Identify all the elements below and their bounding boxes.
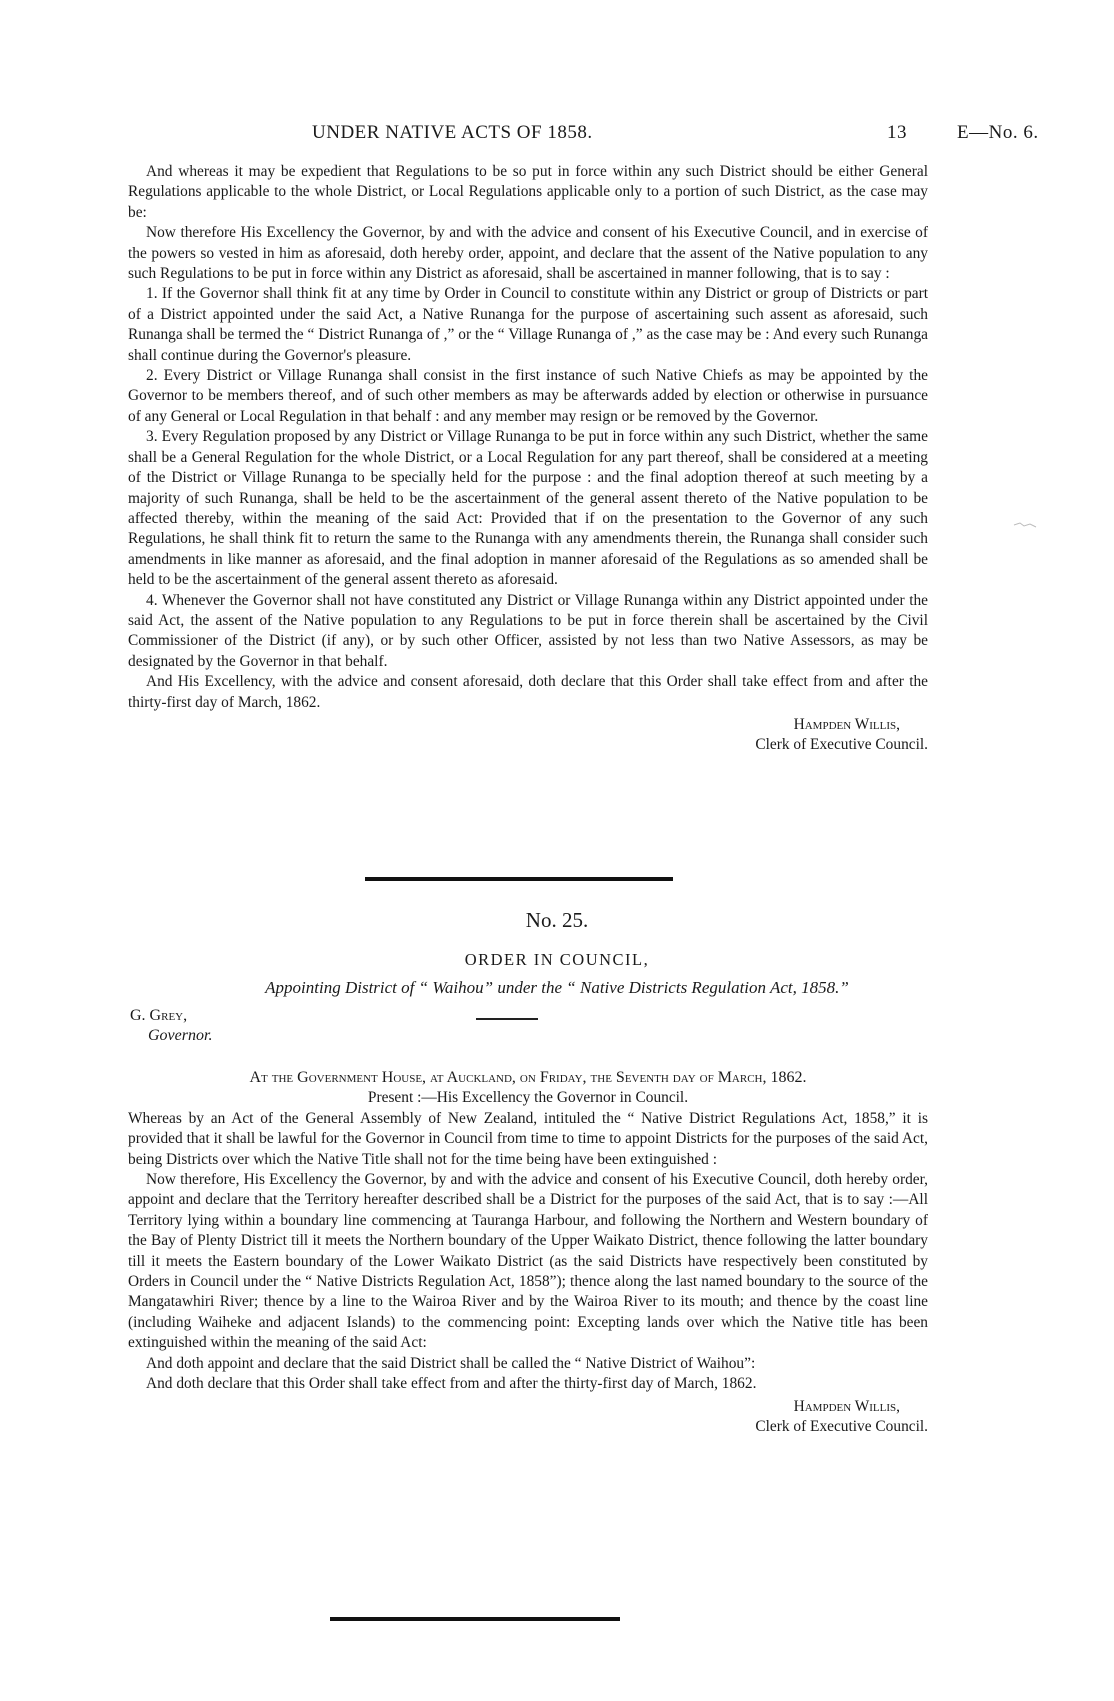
governor-signature	[130, 1006, 212, 1046]
running-title: UNDER NATIVE ACTS OF 1858.	[312, 122, 593, 143]
order-title: ORDER IN COUNCIL,	[464, 950, 650, 969]
section-one-text	[128, 162, 928, 756]
order-text	[128, 1068, 928, 1437]
signature-block	[128, 715, 928, 756]
end-divider	[330, 1617, 620, 1621]
paragraph: And doth declare that this Order shall take effect from and after the thirty-first day of March, 1862.	[146, 1375, 757, 1393]
margin-mark	[1012, 518, 1038, 530]
paragraph: Now therefore His Excellency the Governor, by and with the advice and consent of his Executive Council, and in exercise of the powers so vested in him as aforesaid, doth hereby order, appoint, and declare that the assent of the Native population to any such Regulations to be put in force within any District as aforesaid, shall be ascertained in manner following, that is to say :	[128, 224, 928, 283]
short-rule	[476, 1018, 538, 1020]
order-subtitle: Appointing District of “ Waihou” under the “ Native Districts Regulation Act, 1858.”	[265, 978, 849, 997]
paragraph: And His Excellency, with the advice and consent aforesaid, doth declare that this Order shall take effect from and after the thirty-first day of March, 1862.	[128, 673, 928, 711]
governor-role: Governor.	[148, 1027, 213, 1044]
paragraph: Now therefore, His Excellency the Governor, by and with the advice and consent of his Executive Council, doth hereby order, appoint and declare that the Territory hereafter described shall be a District for the purposes of the said Act, that is to say :—All Territory lying within a boundary line commencing at Tauranga Harbour, and following the Northern and Western boundary of the Bay of Plenty District till it meets the Northern boundary of the Upper Waikato District, thence following the latter boundary till it meets the Eastern boundary of the Lower Waikato District (as the said Districts have respectively been constituted by Orders in Council under the “ Native Districts Regulation Act, 1858”); thence along the last named boundary to the source of the Mangatawhiri River; thence by a line to the Wairoa River and by the Wairoa River to its mouth; and thence by the coast line (including Waiheke and adjacent Islands) to the commencing point: Excepting lands over which the Native title has been extinguished within the meaning of the said Act:	[128, 1171, 928, 1352]
governor-name: G. Grey,	[130, 1007, 188, 1024]
present-line: Present :—His Excellency the Governor in Council.	[367, 1089, 689, 1107]
paragraph: 3. Every Regulation proposed by any District or Village Runanga to be put in force within any such District, whether the same shall be a General Regulation for the whole District, or a Local Regulation for any part thereof, shall be considered at a meeting of the District or Village Runanga to be specially held for the purpose : and the final adoption thereof at such meeting by a majority of such Runanga, shall be held to be the ascertainment of the general assent thereto of the Native population to be affected thereby, within the meaning of the said Act: Provided that if on the presentation to the Governor of any such Regulations, he shall think fit to return the same to the Runanga with any amendments therein, the Runanga shall consider such amendments in like manner as aforesaid, and the final adoption in manner aforesaid of the Regulations as so amended shall be held to be the ascertainment of the general assent thereto as aforesaid.	[128, 428, 928, 589]
signature-name: Hampden Willis,	[793, 1397, 900, 1415]
page-header	[0, 122, 1114, 148]
signature-name: Hampden Willis,	[793, 715, 900, 733]
paragraph: And doth appoint and declare that the said District shall be called the “ Native District of Waihou”:	[146, 1354, 756, 1372]
order-number: No. 25.	[525, 908, 589, 932]
paragraph: 2. Every District or Village Runanga shall consist in the first instance of such Native Chiefs as may be appointed by the Governor to be members thereof, and of such other members as may be afterwards added by election or otherwise in pursuance of any General or Local Regulation in that behalf : and any member may resign or be removed by the Governor.	[128, 367, 928, 425]
paragraph: 1. If the Governor shall think fit at any time by Order in Council to constitute within any District or group of Districts or part of a District appointed under the said Act, a Native Runanga for the purpose of ascertaining such assent as aforesaid, such Runanga shall be termed the “ District Runanga of ,” or the “ Village Runanga of ,” as the case may be : And every such Runanga shall continue during the Governor's pleasure.	[128, 285, 928, 364]
place-line: At the Government House, at Auckland, on Friday, the Seventh day of March, 1862.	[249, 1069, 807, 1086]
paragraph: And whereas it may be expedient that Regulations to be so put in force within any such District should be either General Regulations applicable to the whole District, or Local Regulations applicable only to a portion of such District, as the case may be:	[128, 163, 928, 221]
signature-block	[128, 1397, 928, 1438]
signature-title: Clerk of Executive Council.	[755, 1417, 928, 1435]
section-divider	[365, 877, 673, 881]
paragraph: 4. Whenever the Governor shall not have constituted any District or Village Runanga within any District appointed under the said Act, the assent of the Native population to any Regulations to be put in force therein shall be ascertained by the Civil Commissioner of the District (if any), or by such other Officer, assisted by not less than two Native Assessors, as may be designated by the Governor in that behalf.	[128, 591, 928, 670]
signature-title: Clerk of Executive Council.	[755, 736, 928, 754]
paragraph: Whereas by an Act of the General Assembly of New Zealand, intituled the “ Native District Regulations Act, 1858,” it is provided that it shall be lawful for the Governor in Council from time to time to appoint Districts for the purposes of the said Act, being Districts over which the Native Title shall not for the time being have been extinguished :	[128, 1109, 928, 1168]
page-number: 13	[887, 122, 907, 143]
document-reference: E—No. 6.	[957, 122, 1039, 143]
